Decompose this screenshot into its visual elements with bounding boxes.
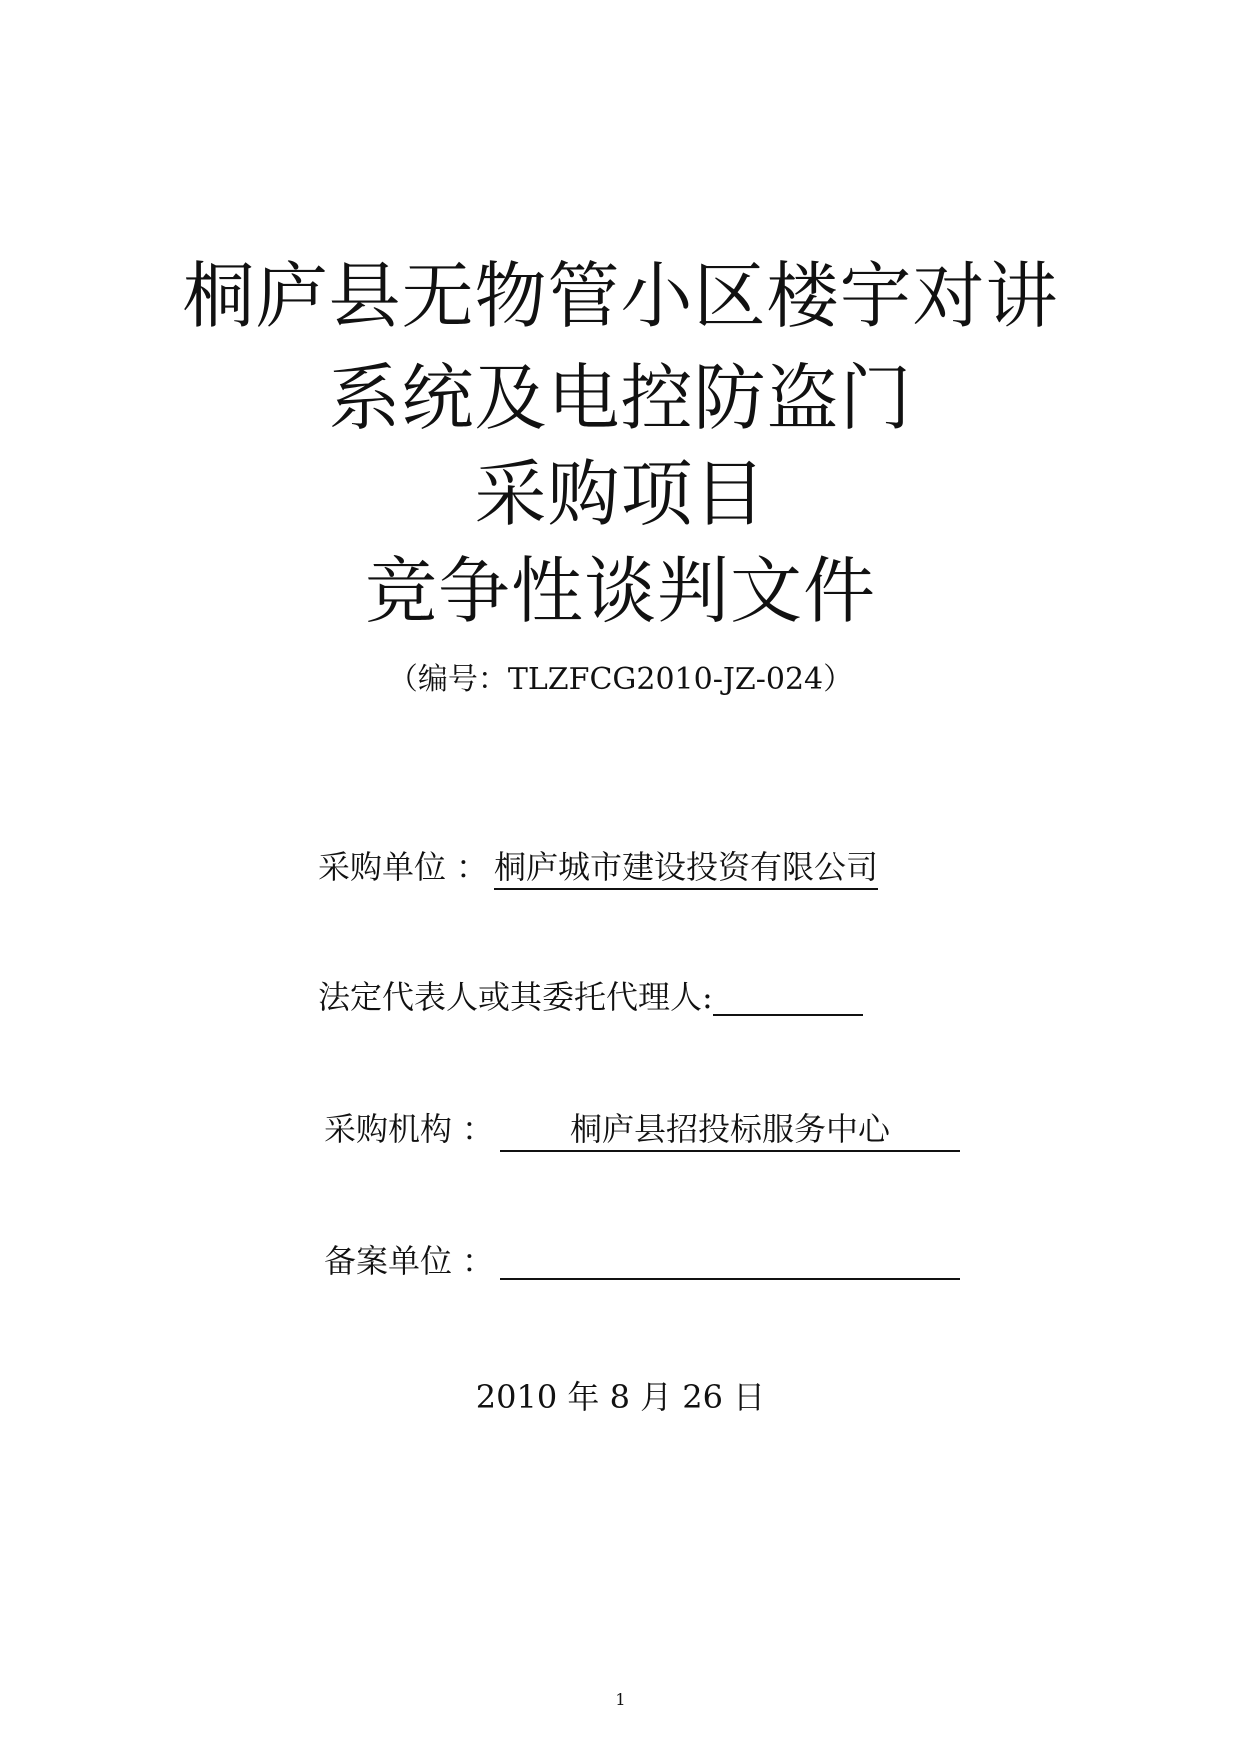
filing-unit-colon: ： <box>462 1242 495 1280</box>
legal-representative-blank-line <box>713 980 863 1016</box>
title-line-1: 桐庐县无物管小区楼宇对讲 <box>182 254 1059 338</box>
purchasing-unit-label: 采购单位 <box>318 848 447 886</box>
document-date: 2010 年 8 月 26 日 <box>475 1378 766 1416</box>
legal-representative-label: 法定代表人或其委托代理人: <box>318 978 713 1016</box>
document-number: （编号：TLZFCG2010-JZ-024） <box>387 662 854 697</box>
purchasing-agency-colon: ： <box>462 1110 495 1148</box>
filing-unit-field <box>324 1242 960 1280</box>
purchasing-agency-field <box>324 1110 960 1152</box>
title-line-3: 采购项目 <box>474 452 767 536</box>
legal-representative-field <box>318 978 863 1016</box>
title-line-2: 系统及电控防盗门 <box>328 356 913 440</box>
purchasing-unit-field <box>318 848 878 890</box>
title-line-4: 竞争性谈判文件 <box>364 549 876 633</box>
purchasing-unit-colon: ： <box>456 848 489 886</box>
filing-unit-blank-line <box>500 1244 960 1280</box>
purchasing-agency-label: 采购机构 <box>324 1110 453 1148</box>
purchasing-agency-value: 桐庐县招投标服务中心 <box>500 1110 960 1152</box>
filing-unit-label: 备案单位 <box>324 1242 453 1280</box>
page-number: 1 <box>615 1690 626 1709</box>
purchasing-unit-value: 桐庐城市建设投资有限公司 <box>494 848 878 890</box>
